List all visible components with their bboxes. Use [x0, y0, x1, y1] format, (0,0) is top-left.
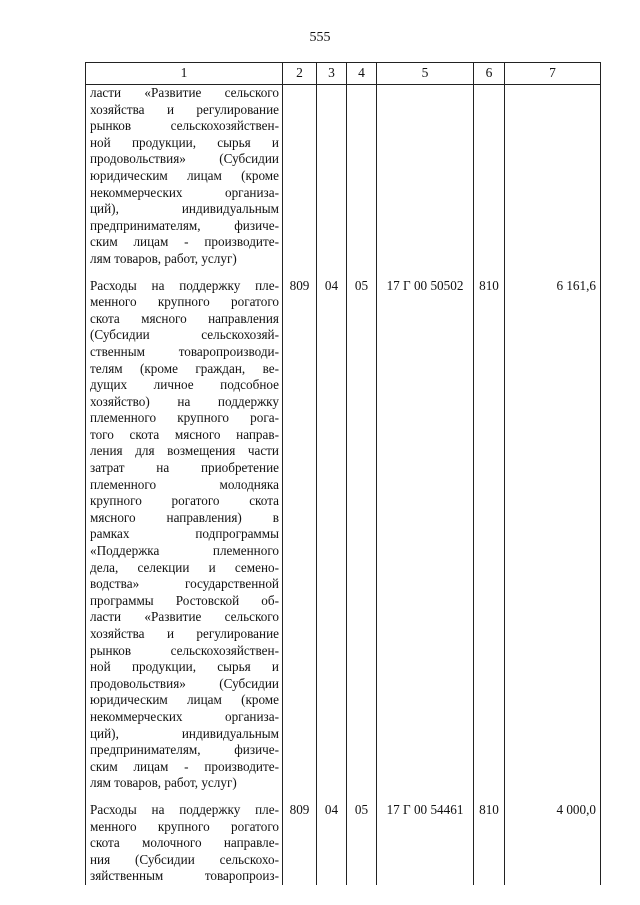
- cell-expense-type: [474, 85, 505, 268]
- text-line: ной продукции, сырья и: [90, 659, 279, 675]
- row-description: [86, 278, 283, 792]
- text-line: продовольствия» (Субсидии: [90, 675, 279, 691]
- page-number: 555: [309, 30, 331, 45]
- text-line: юридическим лицам (кроме: [90, 167, 279, 183]
- budget-table: [85, 62, 601, 885]
- text-line: зяйственным товаропроиз-: [90, 868, 279, 884]
- text-line: менного крупного рогатого: [90, 818, 279, 834]
- text-line: племенного молодняка: [90, 476, 279, 492]
- text-line: ния (Субсидии сельскохо-: [90, 851, 279, 867]
- column-header: 3: [317, 63, 347, 85]
- text-line: предпринимателям, физиче-: [90, 217, 279, 233]
- cell-section: [317, 85, 347, 268]
- table-row: [86, 85, 601, 268]
- cell-section: 04: [317, 278, 347, 792]
- text-line: дела, селекции и семено-: [90, 559, 279, 575]
- text-line: скота молочного направле-: [90, 835, 279, 851]
- text-line: ским лицам - производите-: [90, 758, 279, 774]
- text-line: того скота мясного направ-: [90, 426, 279, 442]
- cell-ministry: 809: [283, 278, 317, 792]
- text-line: продовольствия» (Субсидии: [90, 151, 279, 167]
- cell-expense-type: 810: [474, 802, 505, 885]
- text-line: ственным товаропроизводи-: [90, 343, 279, 359]
- text-line: лям товаров, работ, услуг): [90, 775, 237, 791]
- column-header: 4: [347, 63, 377, 85]
- text-line: Расходы на поддержку пле-: [90, 277, 279, 293]
- text-line: скота мясного направления: [90, 310, 279, 326]
- text-line: программы Ростовской об-: [90, 592, 279, 608]
- text-line: менного крупного рогатого: [90, 294, 279, 310]
- cell-amount: 6 161,6: [505, 278, 601, 792]
- text-line: предпринимателям, физиче-: [90, 742, 279, 758]
- column-header: 7: [505, 63, 601, 85]
- text-line: ной продукции, сырья и: [90, 134, 279, 150]
- text-line: юридическим лицам (кроме: [90, 692, 279, 708]
- column-header: 1: [86, 63, 283, 85]
- text-line: крупного рогатого скота: [90, 493, 279, 509]
- text-line: племенного крупного рога-: [90, 410, 279, 426]
- text-line: ления для возмещения части: [90, 443, 279, 459]
- text-line: рынков сельскохозяйствен-: [90, 642, 279, 658]
- column-header: 2: [283, 63, 317, 85]
- cell-amount: [505, 85, 601, 268]
- cell-section: 04: [317, 802, 347, 885]
- text-line: (Субсидии сельскохозяй-: [90, 327, 279, 343]
- text-line: водства» государственной: [90, 576, 279, 592]
- text-line: ций), индивидуальным: [90, 725, 279, 741]
- cell-target-code: [377, 85, 474, 268]
- text-line: «Поддержка племенного: [90, 543, 279, 559]
- text-line: дущих личное подсобное: [90, 377, 279, 393]
- text-line: рынков сельскохозяйствен-: [90, 118, 279, 134]
- text-line: ским лицам - производите-: [90, 234, 279, 250]
- text-line: хозяйства и регулирование: [90, 101, 279, 117]
- text-line: телям (кроме граждан, ве-: [90, 360, 279, 376]
- text-line: лям товаров, работ, услуг): [90, 250, 237, 266]
- cell-subsection: [347, 85, 377, 268]
- cell-expense-type: 810: [474, 278, 505, 792]
- text-line: хозяйство) на поддержку: [90, 393, 279, 409]
- text-line: затрат на приобретение: [90, 460, 279, 476]
- table-row: [86, 802, 601, 885]
- text-line: рамках подпрограммы: [90, 526, 279, 542]
- table-header-row: [86, 63, 601, 85]
- text-line: некоммерческих организа-: [90, 184, 279, 200]
- text-line: Расходы на поддержку пле-: [90, 801, 279, 817]
- cell-subsection: 05: [347, 802, 377, 885]
- text-line: ласти «Развитие сельского: [90, 85, 279, 100]
- cell-ministry: [283, 85, 317, 268]
- text-line: ласти «Развитие сельского: [90, 609, 279, 625]
- column-header: 5: [377, 63, 474, 85]
- text-line: хозяйства и регулирование: [90, 626, 279, 641]
- cell-target-code: 17 Г 00 50502: [377, 278, 474, 792]
- text-line: мясного направления) в: [90, 509, 279, 525]
- cell-ministry: 809: [283, 802, 317, 885]
- cell-amount: 4 000,0: [505, 802, 601, 885]
- row-description: [86, 85, 283, 268]
- text-line: некоммерческих организа-: [90, 708, 279, 724]
- text-line: ций), индивидуальным: [90, 201, 279, 217]
- cell-subsection: 05: [347, 278, 377, 792]
- table-row: [86, 278, 601, 792]
- column-header: 6: [474, 63, 505, 85]
- row-description: [86, 802, 283, 885]
- cell-target-code: 17 Г 00 54461: [377, 802, 474, 885]
